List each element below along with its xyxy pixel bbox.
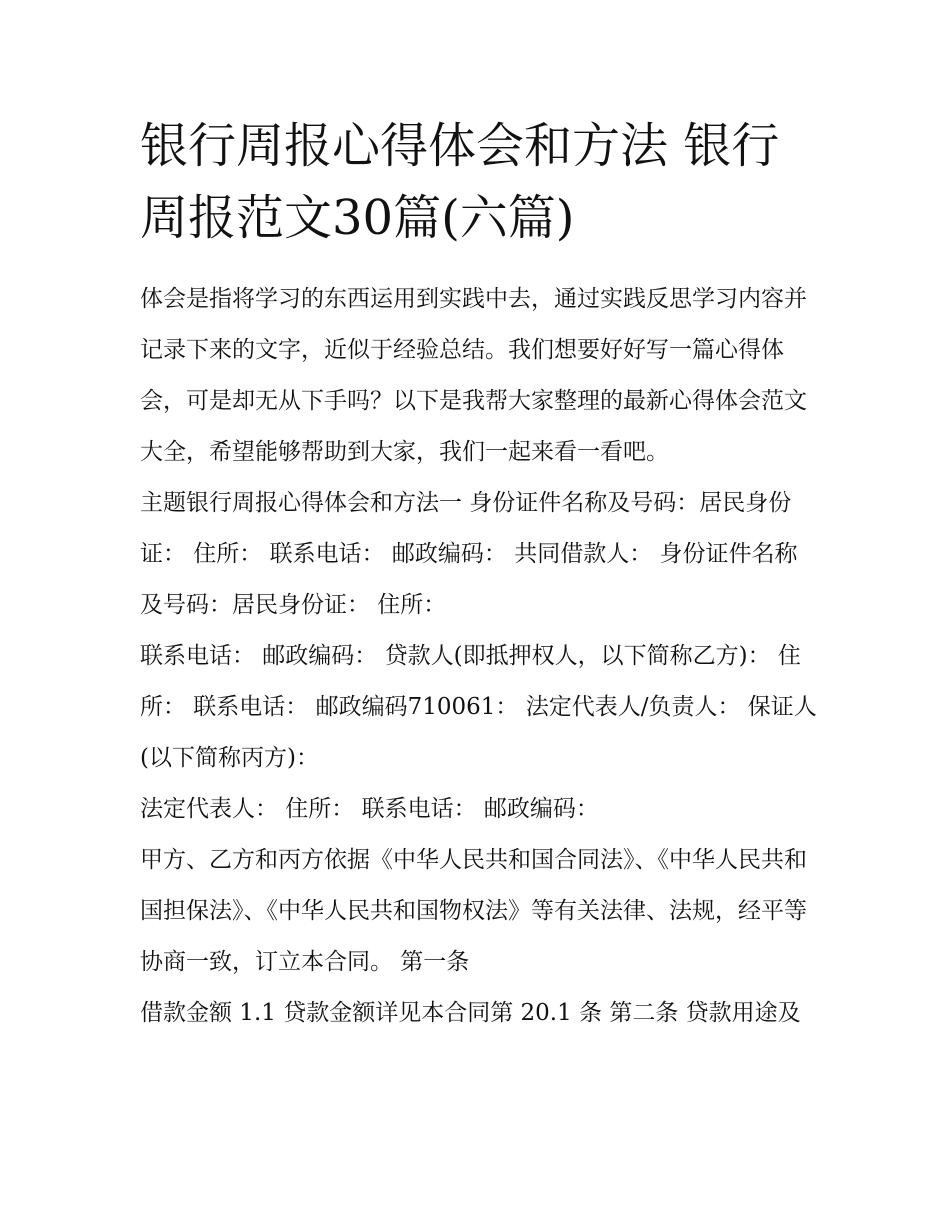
lender-info-paragraph: 联系电话： 邮政编码： 贷款人(即抵押权人，以下简称乙方)： 住所： 联系电话： 邮政编码710061： 法定代表人/负责人： 保证人(以下简称丙方)：: [140, 643, 817, 771]
legal-basis-paragraph: 甲方、乙方和丙方依据《中华人民共和国合同法》、《中华人民共和国担保法》、《中华人民共和国物权法》等有关法律、法规，经平等协商一致，订立本合同。 第一条: [140, 847, 807, 975]
party-info-paragraph: 主题银行周报心得体会和方法一 身份证件名称及号码：居民身份证： 住所： 联系电话： 邮政编码： 共同借款人： 身份证件名称及号码：居民身份证： 住所：: [140, 490, 798, 618]
intro-paragraph: 体会是指将学习的东西运用到实践中去，通过实践反思学习内容并记录下来的文字，近似于经验总结。我们想要好好写一篇心得体会，可是却无从下手吗？以下是我帮大家整理的最新心得体会范文大全，希望能够帮助到大家，我们一起来看一看吧。: [140, 286, 807, 465]
document-body: [140, 110, 820, 1039]
document-title: 银行周报心得体会和方法 银行周报范文30篇(六篇): [140, 118, 780, 246]
representative-paragraph: 法定代表人： 住所： 联系电话： 邮政编码：: [140, 796, 599, 822]
loan-amount-paragraph: 借款金额 1.1 贷款金额详见本合同第 20.1 条 第二条 贷款用途及: [140, 1000, 801, 1026]
